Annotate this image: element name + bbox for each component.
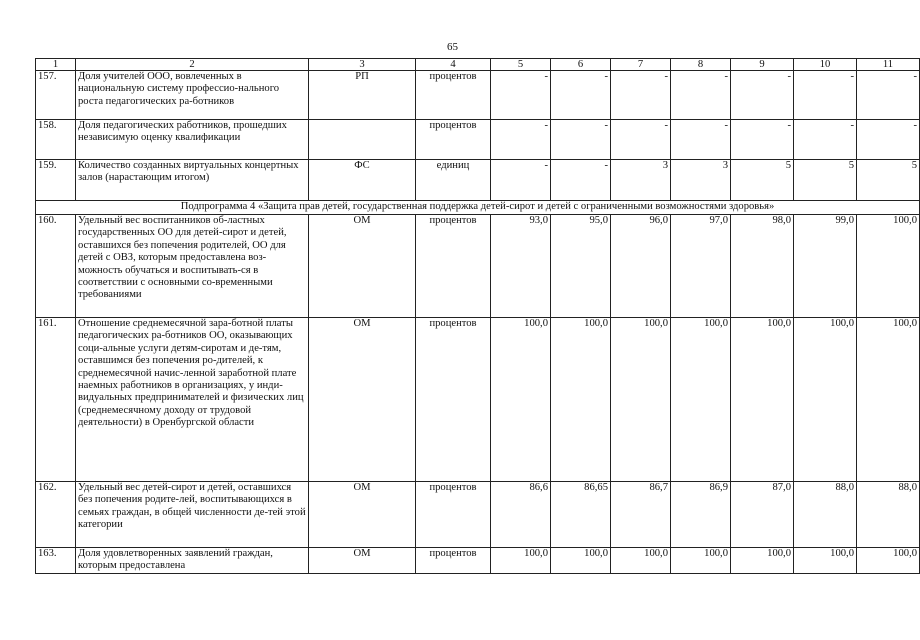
table-row	[36, 548, 920, 574]
year-value: -	[794, 71, 857, 120]
table-row	[36, 482, 920, 548]
year-value: -	[611, 71, 671, 120]
row-number: 163.	[36, 548, 76, 574]
year-value: 100,0	[857, 215, 920, 318]
year-value: 5	[794, 160, 857, 201]
column-header: 4	[416, 59, 491, 71]
year-value: -	[731, 120, 794, 160]
table-row	[36, 160, 920, 201]
year-value: -	[671, 71, 731, 120]
page-number: 65	[447, 41, 458, 53]
year-value: 86,6	[491, 482, 551, 548]
unit: процентов	[416, 120, 491, 160]
column-header: 7	[611, 59, 671, 71]
year-value: 100,0	[491, 548, 551, 574]
column-header: 2	[76, 59, 309, 71]
indicator-name: Удельный вес воспитанников об-ластных государственных ОО для детей-сирот и детей, оставшихся без попечения родителей, ОО для детей с ОВЗ, которым предоставлена воз-можность обучаться и воспитывать-ся в соответствии с основными со-временными требованиями	[76, 215, 309, 318]
year-value: 97,0	[671, 215, 731, 318]
year-value: 100,0	[857, 318, 920, 482]
year-value: -	[491, 71, 551, 120]
row-number: 162.	[36, 482, 76, 548]
year-value: -	[491, 160, 551, 201]
year-value: 96,0	[611, 215, 671, 318]
table-row	[36, 318, 920, 482]
indicator-name: Доля педагогических работников, прошедших независимую оценку квалификации	[76, 120, 309, 160]
year-value: 95,0	[551, 215, 611, 318]
year-value: 98,0	[731, 215, 794, 318]
source-code: ФС	[309, 160, 416, 201]
subprogram-title: Подпрограмма 4 «Защита прав детей, государственная поддержка детей-сирот и детей с ограниченными возможностями здоровья»	[36, 201, 920, 215]
year-value: -	[857, 71, 920, 120]
source-code: РП	[309, 71, 416, 120]
year-value: -	[611, 120, 671, 160]
year-value: -	[551, 160, 611, 201]
row-number: 160.	[36, 215, 76, 318]
table-row	[36, 71, 920, 120]
indicator-name: Доля учителей ООО, вовлеченных в национальную систему профессио-нального роста педагогических ра-ботников	[76, 71, 309, 120]
column-header: 6	[551, 59, 611, 71]
unit: единиц	[416, 160, 491, 201]
unit: процентов	[416, 482, 491, 548]
row-number: 161.	[36, 318, 76, 482]
year-value: 100,0	[611, 548, 671, 574]
row-number: 159.	[36, 160, 76, 201]
column-header: 8	[671, 59, 731, 71]
year-value: -	[794, 120, 857, 160]
row-number: 157.	[36, 71, 76, 120]
year-value: 3	[611, 160, 671, 201]
year-value: 100,0	[611, 318, 671, 482]
indicator-name: Отношение среднемесячной зара-ботной платы педагогических ра-ботников ОО, оказывающих соци-альные услуги детям-сиротам и де-тям, оставшимся без попечения ро-дителей, к среднемесячной начис-ленной заработной плате наемных работников в организациях, у инди-видуальных предпринимателей и физических лиц (среднемесячному доходу от трудовой деятельности) в Оренбургской области	[76, 318, 309, 482]
year-value: 100,0	[671, 318, 731, 482]
year-value: 86,9	[671, 482, 731, 548]
year-value: 100,0	[731, 548, 794, 574]
column-header: 11	[857, 59, 920, 71]
source-code: ОМ	[309, 482, 416, 548]
year-value: 99,0	[794, 215, 857, 318]
indicator-name: Количество созданных виртуальных концертных залов (нарастающим итогом)	[76, 160, 309, 201]
year-value: -	[551, 71, 611, 120]
table-row	[36, 120, 920, 160]
row-number: 158.	[36, 120, 76, 160]
year-value: 87,0	[731, 482, 794, 548]
year-value: 100,0	[731, 318, 794, 482]
year-value: 100,0	[551, 318, 611, 482]
year-value: -	[857, 120, 920, 160]
year-value: 88,0	[794, 482, 857, 548]
unit: процентов	[416, 215, 491, 318]
year-value: 100,0	[794, 318, 857, 482]
column-header: 10	[794, 59, 857, 71]
source-code: ОМ	[309, 548, 416, 574]
column-header: 1	[36, 59, 76, 71]
indicator-name: Удельный вес детей-сирот и детей, оставшихся без попечения родите-лей, воспитывающихся в семьях граждан, в общей численности де-тей этой категории	[76, 482, 309, 548]
year-value: 88,0	[857, 482, 920, 548]
indicator-name: Доля удовлетворенных заявлений граждан, которым предоставлена	[76, 548, 309, 574]
year-value: -	[491, 120, 551, 160]
column-header: 9	[731, 59, 794, 71]
year-value: -	[731, 71, 794, 120]
year-value: 5	[731, 160, 794, 201]
unit: процентов	[416, 548, 491, 574]
year-value: 100,0	[551, 548, 611, 574]
year-value: 86,65	[551, 482, 611, 548]
year-value: -	[551, 120, 611, 160]
source-code: ОМ	[309, 215, 416, 318]
year-value: -	[671, 120, 731, 160]
year-value: 3	[671, 160, 731, 201]
column-header: 3	[309, 59, 416, 71]
year-value: 100,0	[857, 548, 920, 574]
year-value: 5	[857, 160, 920, 201]
unit: процентов	[416, 71, 491, 120]
source-code	[309, 120, 416, 160]
indicators-table	[35, 58, 920, 574]
table-row	[36, 215, 920, 318]
year-value: 93,0	[491, 215, 551, 318]
column-header-row	[36, 59, 920, 71]
year-value: 100,0	[491, 318, 551, 482]
unit: процентов	[416, 318, 491, 482]
year-value: 86,7	[611, 482, 671, 548]
year-value: 100,0	[794, 548, 857, 574]
subprogram-row	[36, 201, 920, 215]
year-value: 100,0	[671, 548, 731, 574]
source-code: ОМ	[309, 318, 416, 482]
column-header: 5	[491, 59, 551, 71]
